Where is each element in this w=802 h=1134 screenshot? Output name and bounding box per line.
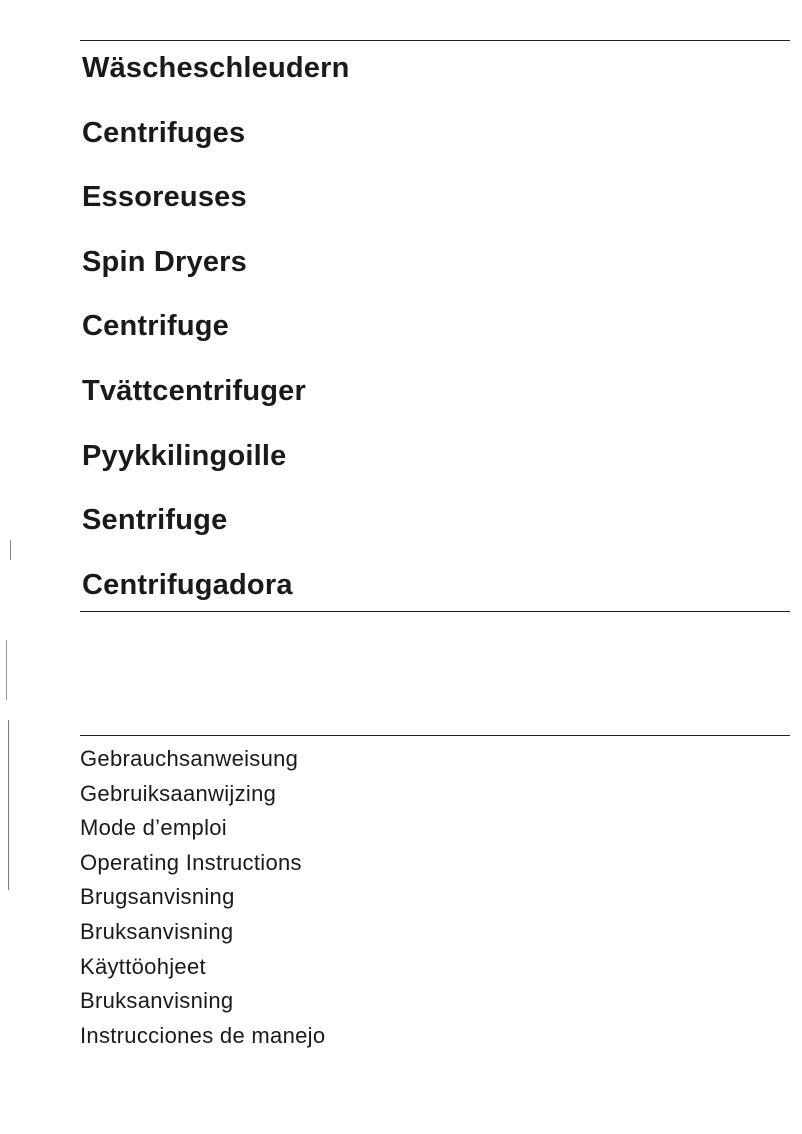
instructions-german: Gebrauchsanweisung — [80, 746, 299, 771]
product-title-finnish: Pyykkilingoille — [82, 439, 287, 472]
product-title-danish: Centrifuge — [82, 310, 229, 343]
instructions-dutch: Gebruiksaanwijzing — [80, 780, 277, 806]
instructions-norwegian: Bruksanvisning — [80, 988, 234, 1014]
instructions-french: Mode d’emploi — [80, 815, 227, 841]
instructions-list — [80, 744, 325, 1055]
product-title-spanish: Centrifugadora — [82, 568, 293, 601]
instructions-english: Operating Instructions — [80, 849, 302, 875]
top-rule — [80, 40, 790, 41]
product-title-german: Wäscheschleudern — [82, 52, 350, 84]
instructions-finnish: Käyttöohjeet — [80, 953, 206, 979]
scan-edge-mark — [10, 540, 11, 560]
instructions-swedish: Bruksanvisning — [80, 918, 234, 944]
instructions-top-rule — [80, 735, 790, 736]
product-title-dutch: Centrifuges — [82, 116, 246, 149]
scan-edge-mark — [8, 720, 9, 890]
product-title-english: Spin Dryers — [82, 245, 247, 278]
product-title-swedish: Tvättcentrifuger — [82, 374, 306, 407]
product-title-list — [82, 46, 350, 627]
scan-edge-mark — [6, 640, 7, 700]
product-title-french: Essoreuses — [82, 181, 247, 214]
titles-bottom-rule — [80, 611, 790, 612]
product-title-norwegian: Sentrifuge — [82, 504, 228, 537]
instructions-spanish: Instrucciones de manejo — [80, 1022, 326, 1048]
instructions-danish: Brugsanvisning — [80, 884, 235, 910]
